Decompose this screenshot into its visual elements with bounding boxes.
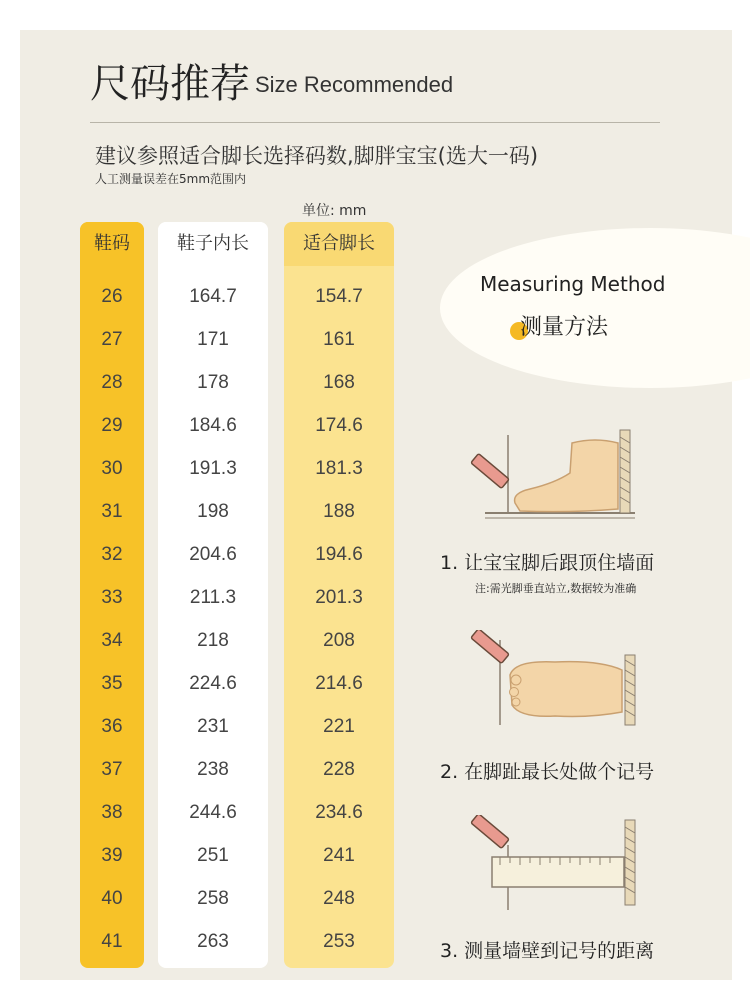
ruler-icon — [460, 815, 640, 915]
table-cell: 181.3 — [315, 458, 363, 479]
table-cell: 32 — [101, 544, 123, 565]
table-cell: 184.6 — [189, 415, 237, 436]
table-cell: 161 — [323, 329, 355, 350]
table-cell: 204.6 — [189, 544, 237, 565]
recommendation-text: 建议参照适合脚长选择码数,脚胖宝宝(选大一码) — [95, 144, 539, 168]
foot-side-icon — [460, 425, 640, 525]
method-title-en: Measuring Method — [480, 272, 666, 296]
inner-length-header: 鞋子内长 — [158, 222, 268, 266]
table-cell: 178 — [197, 372, 229, 393]
table-cell: 251 — [197, 845, 229, 866]
table-cell: 26 — [101, 286, 123, 307]
table-cell: 28 — [101, 372, 123, 393]
table-cell: 41 — [101, 931, 123, 952]
table-cell: 38 — [101, 802, 123, 823]
table-cell: 234.6 — [315, 802, 363, 823]
table-cell: 40 — [101, 888, 123, 909]
table-cell: 37 — [101, 759, 123, 780]
table-cell: 198 — [197, 501, 229, 522]
table-cell: 33 — [101, 587, 123, 608]
table-cell: 231 — [197, 716, 229, 737]
size-column-header: 鞋码 — [80, 222, 144, 266]
table-cell: 36 — [101, 716, 123, 737]
table-cell: 164.7 — [189, 286, 237, 307]
title-divider — [90, 122, 660, 123]
table-cell: 171 — [197, 329, 229, 350]
table-cell: 238 — [197, 759, 229, 780]
table-cell: 208 — [323, 630, 355, 651]
table-cell: 168 — [323, 372, 355, 393]
step-2-text: 2. 在脚趾最长处做个记号 — [440, 761, 655, 783]
foot-top-icon — [460, 630, 640, 730]
foot-length-header: 适合脚长 — [284, 222, 394, 266]
table-cell: 263 — [197, 931, 229, 952]
table-cell: 31 — [101, 501, 123, 522]
table-cell: 154.7 — [315, 286, 363, 307]
method-title-cn: 测量方法 — [520, 315, 609, 340]
table-cell: 188 — [323, 501, 355, 522]
table-cell: 253 — [323, 931, 355, 952]
unit-label: 单位: mm — [302, 203, 367, 219]
table-cell: 214.6 — [315, 673, 363, 694]
page-title-en: Size Recommended — [255, 72, 454, 97]
table-cell: 29 — [101, 415, 123, 436]
table-cell: 228 — [323, 759, 355, 780]
measurement-note: 人工测量误差在5mm范围内 — [95, 172, 247, 186]
step-3-text: 3. 测量墙壁到记号的距离 — [440, 940, 655, 962]
inner-length-column — [158, 222, 268, 968]
table-cell: 221 — [323, 716, 355, 737]
table-cell: 27 — [101, 329, 123, 350]
table-cell: 174.6 — [315, 415, 363, 436]
table-cell: 248 — [323, 888, 355, 909]
step-1-note: 注:需光脚垂直站立,数据较为准确 — [475, 582, 637, 595]
table-cell: 244.6 — [189, 802, 237, 823]
table-cell: 241 — [323, 845, 355, 866]
table-cell: 194.6 — [315, 544, 363, 565]
table-cell: 39 — [101, 845, 123, 866]
table-cell: 211.3 — [189, 587, 237, 608]
step-1-text: 1. 让宝宝脚后跟顶住墙面 — [440, 552, 655, 574]
table-cell: 218 — [197, 630, 229, 651]
table-cell: 34 — [101, 630, 123, 651]
table-cell: 35 — [101, 673, 123, 694]
table-cell: 191.3 — [189, 458, 237, 479]
foot-length-column — [284, 222, 394, 968]
table-cell: 224.6 — [189, 673, 237, 694]
page-title: 尺码推荐 — [90, 61, 250, 107]
size-column — [80, 222, 144, 968]
table-cell: 258 — [197, 888, 229, 909]
table-cell: 201.3 — [315, 587, 363, 608]
table-cell: 30 — [101, 458, 123, 479]
